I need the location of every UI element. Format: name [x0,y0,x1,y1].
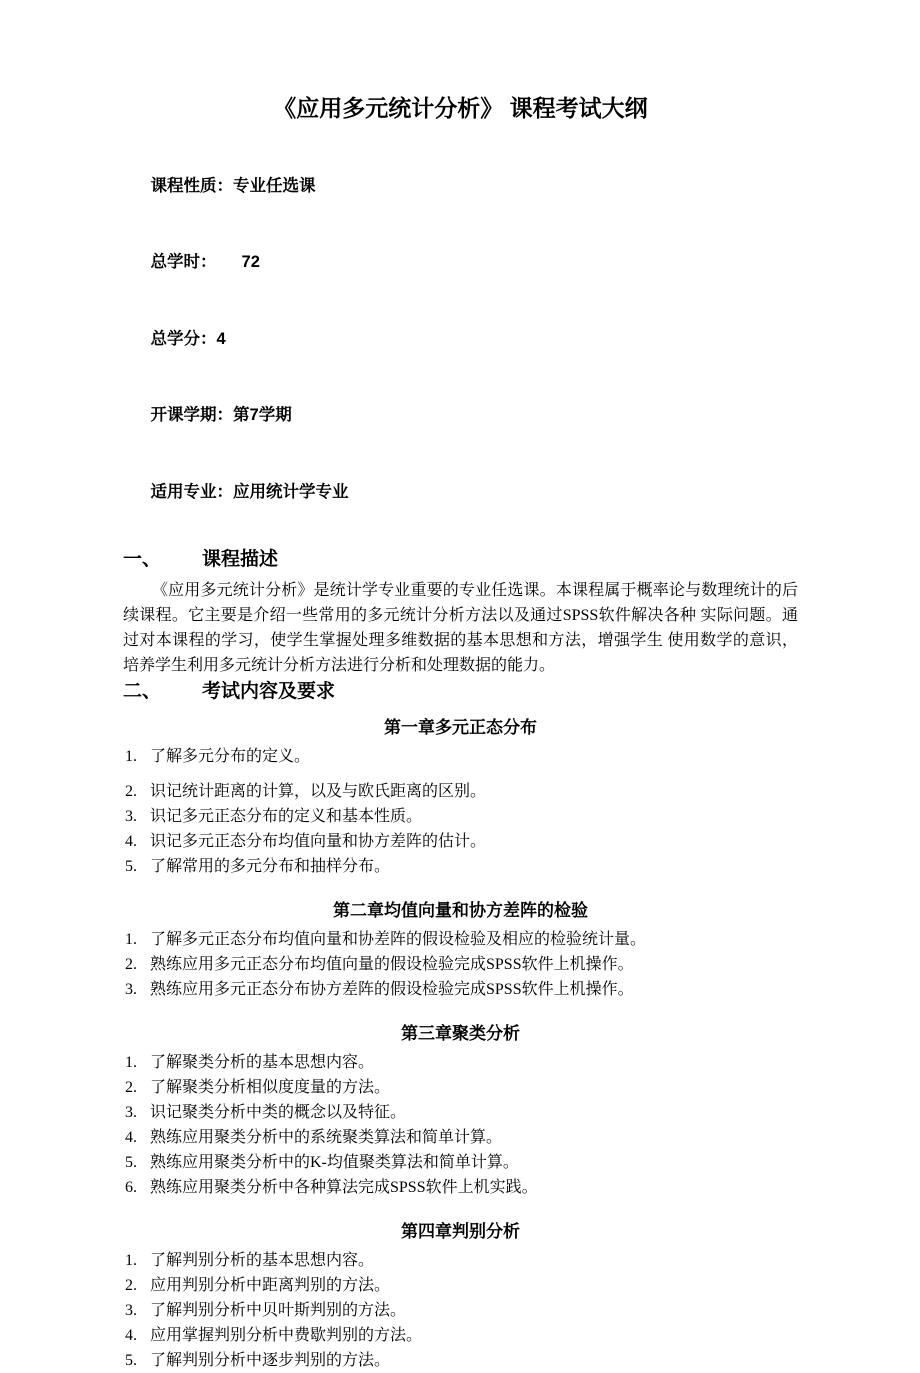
item-number: 1. [125,930,137,948]
list-item [123,1050,798,1075]
meta-label: 适用专业： [150,482,234,501]
item-number: 4. [125,832,137,850]
item-text: 熟练应用多元正态分布均值向量的假设检验完成SPSS软件上机操作。 [150,955,634,973]
item-number: 2. [125,1078,137,1096]
item-text: 了解判别分析中逐步判别的方法。 [150,1351,391,1369]
page-title: 《应用多元统计分析》 课程考试大纲 [273,95,648,121]
item-number: 6. [125,1178,137,1196]
meta-value: 4 [216,329,226,348]
item-text: 熟练应用多元正态分布协方差阵的假设检验完成SPSS软件上机操作。 [150,980,634,998]
meta-label: 总学时： [150,253,217,271]
chapter-2 [123,899,798,1002]
item-number: 3. [125,1103,137,1121]
list-item [123,977,798,1002]
meta-row-semester [123,378,798,455]
meta-label: 开课学期： [150,406,234,424]
list-item [123,829,798,854]
meta-value: 专业任选课 [233,176,316,195]
item-text: 识记多元正态分布的定义和基本性质。 [150,807,423,825]
meta-row-course-type [123,148,798,225]
section-heading-exam-content [123,680,798,704]
item-number: 2. [125,955,137,973]
chapter-item-list [123,1050,798,1200]
item-text: 识记多元正态分布均值向量和协方差阵的估计。 [150,832,487,850]
meta-label: 总学分： [150,329,217,348]
list-item [123,1298,798,1323]
chapter-title: 第二章均值向量和协方差阵的检验 [333,900,588,920]
chapter-3 [123,1022,798,1200]
item-text: 应用掌握判别分析中费歇判别的方法。 [150,1326,423,1344]
item-text: 了解多元分布的定义。 [150,747,311,765]
meta-value: 第7学期 [233,406,292,424]
list-item [123,1125,798,1150]
meta-row-total-credits [123,301,798,378]
list-item [123,1100,798,1125]
item-text: 识记统计距离的计算，以及与欧氏距离的区别。 [150,782,487,800]
item-text: 熟练应用聚类分析中的系统聚类算法和简单计算。 [150,1128,503,1146]
item-text: 熟练应用聚类分析中的K-均值聚类算法和简单计算。 [150,1153,519,1171]
meta-label: 课程性质： [150,176,234,195]
section-number: 一、 [123,548,162,570]
chapter-title: 第一章多元正态分布 [384,717,537,737]
item-text: 应用判别分析中距离判别的方法。 [150,1276,391,1294]
list-item [123,1273,798,1298]
section-title: 课程描述 [202,548,279,570]
item-text: 了解聚类分析相似度度量的方法。 [150,1078,391,1096]
list-item [123,1323,798,1348]
item-text: 了解多元正态分布均值向量和协差阵的假设检验及相应的检验统计量。 [150,930,647,948]
section-number: 二、 [123,680,162,702]
item-number: 1. [125,1251,137,1269]
item-number: 5. [125,857,137,875]
item-text: 识记聚类分析中类的概念以及特征。 [150,1103,407,1121]
chapter-4 [123,1220,798,1373]
list-item [123,804,798,829]
meta-value: 72 [241,253,260,271]
item-number: 3. [125,1301,137,1319]
meta-row-total-hours [123,225,798,302]
course-meta-block [123,148,798,531]
meta-value: 应用统计学专业 [233,482,349,501]
item-number: 4. [125,1128,137,1146]
item-number: 5. [125,1153,137,1171]
list-item [123,1248,798,1273]
list-item [123,1075,798,1100]
list-item [123,779,798,804]
item-number: 1. [125,747,137,765]
list-item [123,1348,798,1373]
item-text: 了解判别分析的基本思想内容。 [150,1251,375,1269]
item-number: 4. [125,1326,137,1344]
chapter-1 [123,716,798,879]
list-item [123,1150,798,1175]
item-number: 3. [125,807,137,825]
list-item [123,744,798,769]
item-number: 5. [125,1351,137,1369]
item-number: 1. [125,1053,137,1071]
item-number: 3. [125,980,137,998]
chapter-title: 第三章聚类分析 [401,1023,520,1043]
chapter-item-list [123,1248,798,1373]
item-text: 熟练应用聚类分析中各种算法完成SPSS软件上机实践。 [150,1178,538,1196]
section-title: 考试内容及要求 [202,680,336,702]
meta-row-major [123,454,798,531]
item-text: 了解常用的多元分布和抽样分布。 [150,857,391,875]
list-item [123,1175,798,1200]
chapter-item-list [123,744,798,879]
section-heading-course-description [123,548,798,572]
course-description-paragraph: 《应用多元统计分析》是统计学专业重要的专业任选课。本课程属于概率论与数理统计的后续课程。它主要是介绍一些常用的多元统计分析方法以及通过SPSS软件解决各种 实际问题。通过对本课程的学习，使学生掌握处理多维数据的基本思想和方法，增强学生 使用数学的意识，培养学生利用多元统计分析方法进行分析和处理数据的能力。 [123,581,798,674]
item-text: 了解判别分析中贝叶斯判别的方法。 [150,1301,407,1319]
chapter-title: 第四章判别分析 [401,1221,520,1241]
item-text: 了解聚类分析的基本思想内容。 [150,1053,375,1071]
chapter-item-list [123,927,798,1002]
list-item [123,927,798,952]
list-item [123,854,798,879]
list-item [123,952,798,977]
item-number: 2. [125,1276,137,1294]
item-number: 2. [125,782,137,800]
